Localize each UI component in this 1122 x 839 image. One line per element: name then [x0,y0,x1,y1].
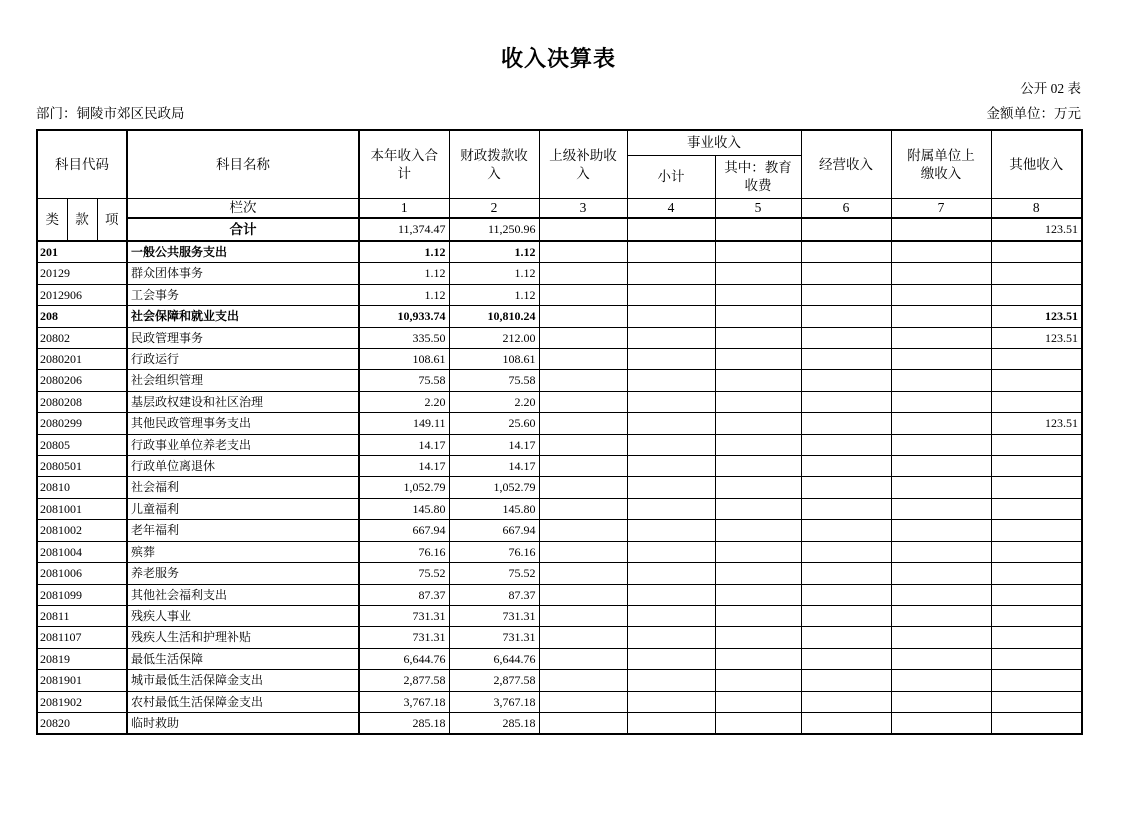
value-cell: 108.61 [359,349,449,370]
header-business-income: 事业收入 [627,130,801,156]
value-cell [801,670,891,691]
value-cell [627,627,715,648]
table-body [37,241,1082,734]
value-cell: 14.17 [359,434,449,455]
value-cell [891,520,991,541]
value-cell [991,498,1082,519]
value-cell [715,541,801,562]
value-cell [801,691,891,712]
name-cell: 行政单位离退休 [127,456,359,477]
rank-number: 1 [359,199,449,219]
value-cell [801,605,891,626]
name-cell: 社会福利 [127,477,359,498]
value-cell [801,477,891,498]
name-cell: 残疾人事业 [127,605,359,626]
header-other-income: 其他收入 [991,130,1082,199]
value-cell: 25.60 [449,413,539,434]
value-cell [801,284,891,305]
value-cell [627,691,715,712]
value-cell [539,306,627,327]
value-cell: 1.12 [359,241,449,263]
value-cell [891,456,991,477]
value-cell [539,263,627,284]
total-value [627,218,715,241]
value-cell: 145.80 [359,498,449,519]
value-cell [801,434,891,455]
value-cell [991,605,1082,626]
meta-row [36,106,1081,122]
table-row [37,498,1082,519]
value-cell [991,391,1082,412]
value-cell [627,670,715,691]
value-cell: 123.51 [991,306,1082,327]
value-cell [891,563,991,584]
code-cell: 208 [37,306,127,327]
code-cell: 2081107 [37,627,127,648]
value-cell [539,413,627,434]
table-row [37,584,1082,605]
value-cell: 3,767.18 [449,691,539,712]
value-cell: 75.52 [359,563,449,584]
name-cell: 社会保障和就业支出 [127,306,359,327]
value-cell [539,563,627,584]
value-cell: 75.58 [359,370,449,391]
value-cell [715,434,801,455]
value-cell [539,520,627,541]
value-cell [627,241,715,263]
value-cell [801,413,891,434]
value-cell [991,241,1082,263]
name-cell: 其他民政管理事务支出 [127,413,359,434]
rank-number: 6 [801,199,891,219]
total-value: 11,374.47 [359,218,449,241]
value-cell [715,584,801,605]
value-cell [801,456,891,477]
value-cell [627,434,715,455]
value-cell [539,456,627,477]
value-cell: 285.18 [449,712,539,734]
value-cell: 2.20 [359,391,449,412]
value-cell [627,456,715,477]
value-cell [801,712,891,734]
value-cell: 10,810.24 [449,306,539,327]
value-cell: 667.94 [359,520,449,541]
code-cell: 2080208 [37,391,127,412]
code-cell: 2080201 [37,349,127,370]
value-cell [715,306,801,327]
code-cell: 2080299 [37,413,127,434]
value-cell [801,263,891,284]
value-cell [991,477,1082,498]
header-row-groups [37,130,1082,156]
table-row [37,670,1082,691]
value-cell [715,498,801,519]
name-cell: 老年福利 [127,520,359,541]
header-class: 类 [37,199,67,242]
value-cell [539,712,627,734]
value-cell [627,306,715,327]
value-cell [801,241,891,263]
value-cell [801,498,891,519]
value-cell: 14.17 [359,456,449,477]
value-cell: 2,877.58 [359,670,449,691]
value-cell: 2,877.58 [449,670,539,691]
value-cell [715,563,801,584]
code-cell: 2081002 [37,520,127,541]
value-cell [991,456,1082,477]
name-cell: 行政运行 [127,349,359,370]
value-cell: 731.31 [359,627,449,648]
document-page [0,46,1122,735]
value-cell [715,263,801,284]
table-row [37,456,1082,477]
value-cell [539,691,627,712]
name-cell: 其他社会福利支出 [127,584,359,605]
value-cell [715,712,801,734]
name-cell: 民政管理事务 [127,327,359,348]
value-cell [627,605,715,626]
value-cell: 75.58 [449,370,539,391]
value-cell [715,520,801,541]
code-cell: 20820 [37,712,127,734]
value-cell [891,370,991,391]
value-cell [715,691,801,712]
header-affiliate-income: 附属单位上缴收入 [891,130,991,199]
code-cell: 20129 [37,263,127,284]
value-cell: 731.31 [449,627,539,648]
code-cell: 2012906 [37,284,127,305]
value-cell [991,370,1082,391]
value-cell [539,477,627,498]
value-cell: 76.16 [359,541,449,562]
value-cell: 6,644.76 [359,648,449,669]
table-row [37,648,1082,669]
value-cell [539,541,627,562]
value-cell [891,241,991,263]
value-cell [539,627,627,648]
value-cell [801,563,891,584]
value-cell [801,520,891,541]
name-cell: 行政事业单位养老支出 [127,434,359,455]
code-cell: 2081001 [37,498,127,519]
value-cell [539,605,627,626]
rank-number: 5 [715,199,801,219]
header-section: 款 [67,199,97,242]
name-cell: 最低生活保障 [127,648,359,669]
total-value [715,218,801,241]
value-cell [991,584,1082,605]
name-cell: 城市最低生活保障金支出 [127,670,359,691]
name-cell: 基层政权建设和社区治理 [127,391,359,412]
value-cell: 731.31 [449,605,539,626]
value-cell: 335.50 [359,327,449,348]
value-cell [627,327,715,348]
value-cell: 1.12 [449,241,539,263]
code-cell: 2081901 [37,670,127,691]
name-cell: 临时救助 [127,712,359,734]
value-cell [539,584,627,605]
value-cell [891,434,991,455]
total-label: 合计 [127,218,359,241]
value-cell [627,648,715,669]
name-cell: 儿童福利 [127,498,359,519]
code-cell: 20805 [37,434,127,455]
table-row [37,563,1082,584]
code-cell: 20811 [37,605,127,626]
table-row [37,349,1082,370]
value-cell [991,648,1082,669]
name-cell: 社会组织管理 [127,370,359,391]
name-cell: 工会事务 [127,284,359,305]
value-cell [801,541,891,562]
value-cell [891,263,991,284]
value-cell [891,541,991,562]
total-value: 11,250.96 [449,218,539,241]
page-title: 收入决算表 [500,46,616,71]
value-cell: 76.16 [449,541,539,562]
total-value: 123.51 [991,218,1082,241]
value-cell [891,648,991,669]
value-cell: 2.20 [449,391,539,412]
value-cell [891,712,991,734]
form-number: 公开 02 表 [1020,81,1081,96]
value-cell: 75.52 [449,563,539,584]
value-cell [715,413,801,434]
rank-row [37,199,1082,219]
value-cell [991,691,1082,712]
name-cell: 农村最低生活保障金支出 [127,691,359,712]
value-cell [715,456,801,477]
header-business-education: 其中：教育收费 [715,156,801,199]
value-cell [539,241,627,263]
value-cell [627,370,715,391]
value-cell: 1,052.79 [449,477,539,498]
rank-number: 8 [991,199,1082,219]
value-cell: 108.61 [449,349,539,370]
rank-number: 2 [449,199,539,219]
value-cell [991,520,1082,541]
value-cell: 149.11 [359,413,449,434]
amount-unit-label: 金额单位：万元 [986,106,1081,121]
value-cell [891,584,991,605]
value-cell [891,670,991,691]
value-cell [627,391,715,412]
value-cell [715,370,801,391]
value-cell: 1.12 [449,284,539,305]
value-cell [627,584,715,605]
value-cell [891,605,991,626]
rank-number: 4 [627,199,715,219]
value-cell: 145.80 [449,498,539,519]
header-subject-name: 科目名称 [127,130,359,199]
value-cell: 285.18 [359,712,449,734]
code-cell: 2080206 [37,370,127,391]
value-cell [539,284,627,305]
value-cell [891,498,991,519]
code-cell: 2080501 [37,456,127,477]
value-cell [891,284,991,305]
value-cell [627,284,715,305]
value-cell [627,477,715,498]
value-cell [539,327,627,348]
code-cell: 2081004 [37,541,127,562]
table-row [37,520,1082,541]
value-cell [539,349,627,370]
value-cell [715,349,801,370]
name-cell: 群众团体事务 [127,263,359,284]
table-row [37,712,1082,734]
table-row [37,370,1082,391]
value-cell: 3,767.18 [359,691,449,712]
value-cell [991,349,1082,370]
value-cell [715,284,801,305]
value-cell [801,370,891,391]
header-fiscal-income: 财政拨款收入 [449,130,539,199]
value-cell [539,498,627,519]
table-row [37,391,1082,412]
value-cell [891,391,991,412]
value-cell: 667.94 [449,520,539,541]
table-row [37,691,1082,712]
value-cell [627,520,715,541]
value-cell [627,712,715,734]
code-cell: 20802 [37,327,127,348]
value-cell [801,627,891,648]
name-cell: 一般公共服务支出 [127,241,359,263]
name-cell: 残疾人生活和护理补贴 [127,627,359,648]
value-cell [539,370,627,391]
name-cell: 殡葬 [127,541,359,562]
value-cell [715,648,801,669]
table-row [37,605,1082,626]
value-cell [627,498,715,519]
value-cell: 1,052.79 [359,477,449,498]
header-subject-code: 科目代码 [37,130,127,199]
table-row [37,241,1082,263]
total-value [801,218,891,241]
table-row [37,263,1082,284]
value-cell: 731.31 [359,605,449,626]
value-cell [539,434,627,455]
table-row [37,541,1082,562]
value-cell: 14.17 [449,434,539,455]
header-item: 项 [97,199,127,242]
value-cell [891,691,991,712]
value-cell [715,327,801,348]
value-cell: 87.37 [449,584,539,605]
code-cell: 2081099 [37,584,127,605]
table-row [37,477,1082,498]
value-cell [991,670,1082,691]
value-cell: 14.17 [449,456,539,477]
rank-number: 3 [539,199,627,219]
table-row [37,627,1082,648]
total-value [891,218,991,241]
value-cell [891,477,991,498]
value-cell [539,670,627,691]
value-cell [627,541,715,562]
table-row [37,413,1082,434]
value-cell [991,263,1082,284]
header-year-total: 本年收入合计 [359,130,449,199]
value-cell [539,648,627,669]
value-cell [627,349,715,370]
value-cell [991,627,1082,648]
table-row [37,327,1082,348]
value-cell [891,627,991,648]
value-cell [539,391,627,412]
name-cell: 养老服务 [127,563,359,584]
value-cell [991,541,1082,562]
value-cell [891,413,991,434]
value-cell: 212.00 [449,327,539,348]
value-cell [715,477,801,498]
value-cell [627,263,715,284]
value-cell [715,241,801,263]
value-cell: 1.12 [359,263,449,284]
value-cell [627,563,715,584]
total-value [539,218,627,241]
table-row [37,306,1082,327]
department-label: 部门：铜陵市郊区民政局 [36,106,185,121]
total-row [37,218,1082,241]
rank-number: 7 [891,199,991,219]
income-table [36,129,1083,735]
table-row [37,434,1082,455]
value-cell [991,563,1082,584]
value-cell [991,284,1082,305]
value-cell [801,349,891,370]
value-cell [715,605,801,626]
code-cell: 201 [37,241,127,263]
value-cell: 87.37 [359,584,449,605]
value-cell [891,327,991,348]
code-cell: 2081902 [37,691,127,712]
value-cell [891,349,991,370]
value-cell [801,648,891,669]
value-cell: 10,933.74 [359,306,449,327]
value-cell: 1.12 [359,284,449,305]
value-cell [801,327,891,348]
value-cell: 123.51 [991,413,1082,434]
value-cell [627,413,715,434]
value-cell [801,584,891,605]
value-cell [891,306,991,327]
code-cell: 20819 [37,648,127,669]
value-cell [715,627,801,648]
header-operating-income: 经营收入 [801,130,891,199]
table-row [37,284,1082,305]
value-cell [715,391,801,412]
value-cell [991,434,1082,455]
code-cell: 2081006 [37,563,127,584]
rank-label: 栏次 [127,199,359,219]
value-cell [801,391,891,412]
value-cell [715,670,801,691]
value-cell [801,306,891,327]
value-cell: 1.12 [449,263,539,284]
code-cell: 20810 [37,477,127,498]
value-cell [991,712,1082,734]
value-cell: 123.51 [991,327,1082,348]
value-cell: 6,644.76 [449,648,539,669]
header-superior-subsidy: 上级补助收入 [539,130,627,199]
header-business-subtotal: 小计 [627,156,715,199]
